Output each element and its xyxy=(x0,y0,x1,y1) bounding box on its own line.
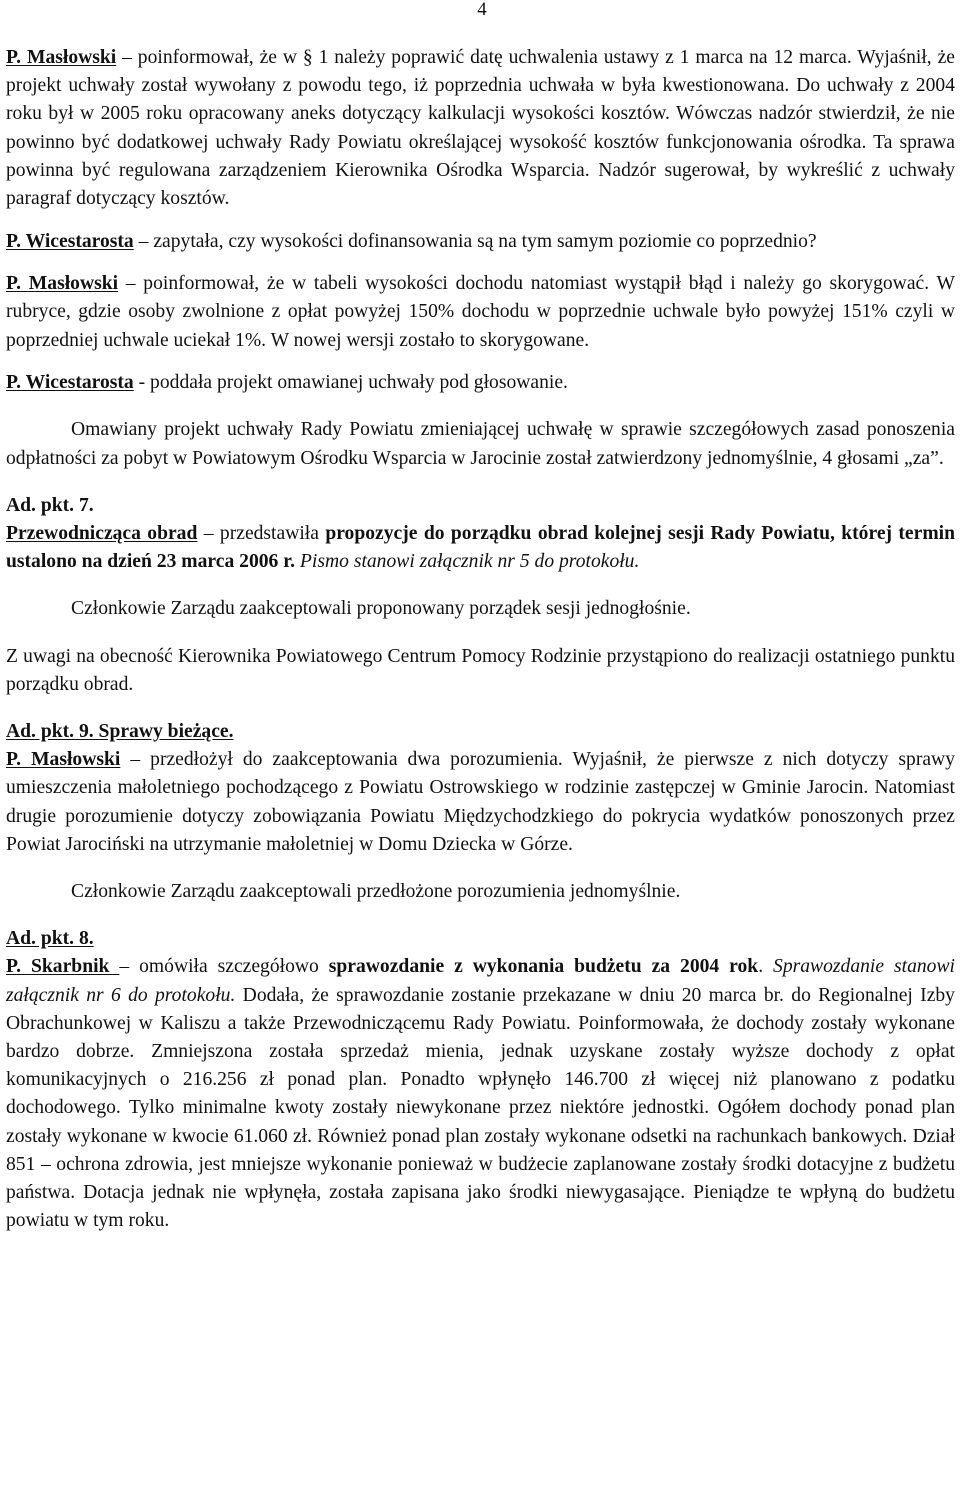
speaker-name: P. Masłowski xyxy=(6,47,117,68)
page-number: 4 xyxy=(477,0,487,20)
paragraph-text: . xyxy=(758,956,774,978)
paragraph-maslowski-2 xyxy=(6,270,955,355)
attachment-note: Pismo stanowi załącznik nr 5 do protokołu. xyxy=(295,551,640,573)
paragraph-text: – omówiła szczegółowo xyxy=(119,956,329,978)
section-heading-pkt-8: Ad. pkt. 8. xyxy=(6,928,94,950)
section-heading-pkt-9: Ad. pkt. 9. Sprawy bieżące. xyxy=(6,721,234,743)
paragraph-text: - poddała projekt omawianej uchwały pod głosowanie. xyxy=(133,372,568,394)
paragraph-text: – poinformował, że w § 1 należy poprawić datę uchwalenia ustawy z 1 marca na 12 marca. Wyjaśnił, że projekt uchwały został wywołany z powodu tego, iż poprzednia uchwała w była kwestionowana. Do uchwały z 2004 roku był w 2005 roku opracowany aneks dotyczący kalkulacji wysokości kosztów. Wówczas nadzór stwierdził, że nie powinno być dodatkowej uchwały Rady Powiatu określającej wysokość kosztów funkcjonowania ośrodka. Ta sprawa powinna być regulowana zarządzeniem Kierownika Ośrodka Wsparcia. Nadzór sugerował, by wykreślić z uchwały paragraf dotyczący kosztów. xyxy=(6,47,955,210)
paragraph-text: – przedłożył do zaakceptowania dwa porozumienia. Wyjaśnił, że pierwsze z nich dotyczy sprawy umieszczenia małoletniego pochodzącego z Powiatu Ostrowskiego w rodzinie zastępczej w Gminie Jarocin. Natomiast drugie porozumienie dotyczy zobowiązania Powiatu Międzychodzkiego do pokrycia wydatków ponoszonych przez Powiat Jarociński na utrzymanie małoletniej w Domu Dziecka w Górze. xyxy=(6,749,955,855)
paragraph-bold-text: sprawozdanie z wykonania budżetu za 2004 rok xyxy=(328,956,759,978)
speaker-name: P. Wicestarosta xyxy=(6,372,134,394)
document-body xyxy=(6,44,955,1235)
paragraph-text: – przedstawiła xyxy=(197,523,326,545)
speaker-name: P. Skarbnik xyxy=(6,956,120,978)
paragraph-resolution-approval: Omawiany projekt uchwały Rady Powiatu zmieniającej uchwałę w sprawie szczegółowych zasad ponoszenia odpłatności za pobyt w Powiatowym Ośrodku Wsparcia w Jarocinie został zatwierdzony jednomyślnie, 4 głosami „za”. xyxy=(6,419,955,469)
paragraph-skarbnik xyxy=(6,953,955,1235)
speaker-name: P. Masłowski xyxy=(6,749,121,771)
attachment-note: Sprawozdanie stanowi załącznik nr 6 do protokołu. xyxy=(6,956,955,1006)
paragraph-agreements-accepted: Członkowie Zarządu zaakceptowali przedłożone porozumienia jednomyślnie. xyxy=(71,881,681,903)
speaker-name: Przewodnicząca obrad xyxy=(6,523,198,545)
paragraph-text: – poinformował, że w tabeli wysokości dochodu natomiast wystąpił błąd i należy go skorygować. W rubryce, gdzie osoby zwolnione z opłat powyżej 150% dochodu w poprzednie uchwale było powyżej 151% czyli w poprzedniej uchwale uciekał 1%. W nowej wersji zostało to skorygowane. xyxy=(6,273,955,351)
paragraph-maslowski-3 xyxy=(6,746,955,859)
paragraph-bold-text: propozycje do porządku obrad kolejnej sesji Rady Powiatu, której termin ustalono na dzień 23 marca 2006 r. xyxy=(6,523,955,573)
paragraph-agenda-accepted: Członkowie Zarządu zaakceptowali proponowany porządek sesji jednogłośnie. xyxy=(71,598,691,620)
speaker-name: P. Wicestarosta xyxy=(6,230,134,252)
section-heading-pkt-7: Ad. pkt. 7. xyxy=(6,494,94,516)
paragraph-text: Dodała, że sprawozdanie zostanie przekazane w dniu 20 marca br. do Regionalnej Izby Obrachunkowej w Kaliszu a także Przewodniczącemu Rady Powiatu. Poinformowała, że dochody zostały wykonane bardzo dobrze. Zmniejszona została sprzedaż mienia, jednak uzyskane zostały wyższe dochody z opłat komunikacyjnych o 216.256 zł ponad plan. Ponadto wpłynęło 146.700 zł więcej niż planowano z podatku dochodowego. Tylko minimalne kwoty zostały niewykonane przez niektóre jednostki. Ogółem dochody ponad plan zostały wykonane w kwocie 61.060 zł. Również ponad plan zostały wykonane odsetki na rachunkach bankowych. Dział 851 – ochrona zdrowia, jest mniejsze wykonanie ponieważ w budżecie zaplanowane zostały środki dotacyjne z budżetu państwa. Dotacja jednak nie wpłynęła, została zapisana jako środki niewygasające. Pieniądze te wpłyną do budżetu powiatu w tym roku. xyxy=(6,984,955,1232)
paragraph-przewodniczaca xyxy=(6,520,955,576)
paragraph-text: – zapytała, czy wysokości dofinansowania są na tym samym poziomie co poprzednio? xyxy=(133,230,817,252)
paragraph-wicestarosta-1 xyxy=(6,228,955,256)
paragraph-wicestarosta-2 xyxy=(6,369,955,397)
paragraph-maslowski-1 xyxy=(6,44,955,213)
paragraph-pcpr-presence: Z uwagi na obecność Kierownika Powiatowego Centrum Pomocy Rodzinie przystąpiono do realizacji ostatniego punktu porządku obrad. xyxy=(6,645,955,695)
speaker-name: P. Masłowski xyxy=(6,273,119,295)
